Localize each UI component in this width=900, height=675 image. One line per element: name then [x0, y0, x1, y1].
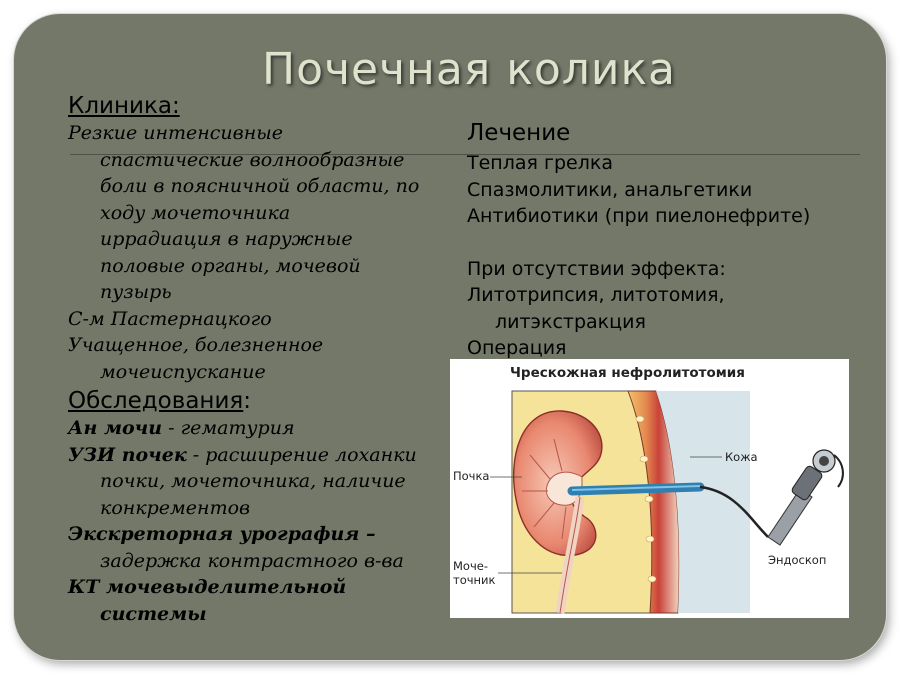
kt-line [68, 601, 458, 628]
urine-test-result: - гематурия [162, 417, 295, 439]
litho-line: Литотрипсия, литотомия, [467, 284, 725, 306]
treatment-line: Теплая грелка [467, 152, 613, 174]
treatment-heading: Лечение [467, 120, 571, 146]
urine-test [68, 415, 458, 442]
nephrolithotomy-illustration [450, 359, 849, 618]
uzi-test-label: УЗИ почек [68, 443, 187, 466]
clinic-line: половые органы, мочевой [100, 254, 361, 277]
slide-title: Почечная колика [261, 44, 676, 95]
clinic-line: спастические волнообразные [100, 148, 405, 171]
exam-heading-colon: : [243, 388, 251, 414]
label-ureter-1: Моче- [453, 559, 488, 573]
uzi-test [68, 442, 458, 469]
uzi-line: конкрементов [100, 496, 251, 519]
treatment-line: Антибиотики (при пиелонефрите) [467, 205, 811, 227]
operation-line: Операция [467, 337, 567, 359]
no-effect-line: При отсутствии эффекта: [467, 257, 726, 280]
urination-line: мочеиспускание [100, 360, 266, 383]
clinic-line: боли в поясничной области, по [100, 175, 420, 197]
nephrolithotomy-figure [450, 359, 849, 618]
label-ureter-2: точник [453, 573, 496, 587]
figure-title: Чрескожная нефролитотомия [510, 365, 745, 381]
kt-title-2: системы [100, 602, 207, 625]
exam-heading [68, 387, 458, 415]
urography-line: задержка контрастного в-ва [100, 549, 404, 572]
litho-line: литэкстракция [495, 310, 646, 333]
exam-heading-text: Обследования [68, 388, 244, 414]
kt-label [68, 574, 458, 601]
urography-title: Экскреторная урография – [68, 523, 376, 545]
treatment-line: Спазмолитики, анальгетики [467, 178, 753, 201]
clinic-heading: Клиника: [68, 93, 180, 119]
right-column [467, 118, 886, 362]
urine-test-label: Ан мочи [68, 417, 163, 439]
uzi-test-result: - расширение лоханки [186, 443, 417, 466]
clinic-line: ходу мочеточника [100, 201, 291, 224]
clinic-line: пузырь [100, 281, 172, 303]
urography-label [68, 521, 458, 548]
uzi-line: почки, мочеточника, наличие [100, 470, 406, 492]
clinic-line: иррадиация в наружные [100, 228, 353, 250]
clinic-line: Резкие интенсивные [68, 122, 283, 144]
pasternatsky-sign: С-м Пастернацкого [68, 307, 272, 330]
label-skin: Кожа [725, 450, 758, 464]
left-column [68, 92, 458, 627]
label-kidney: Почка [453, 469, 490, 483]
urination-line: Учащенное, болезненное [68, 334, 324, 356]
kt-title: КТ мочевыделительной [68, 576, 347, 598]
spacer [467, 230, 886, 256]
label-ureter [453, 559, 495, 587]
label-endoscope: Эндоскоп [768, 553, 827, 567]
